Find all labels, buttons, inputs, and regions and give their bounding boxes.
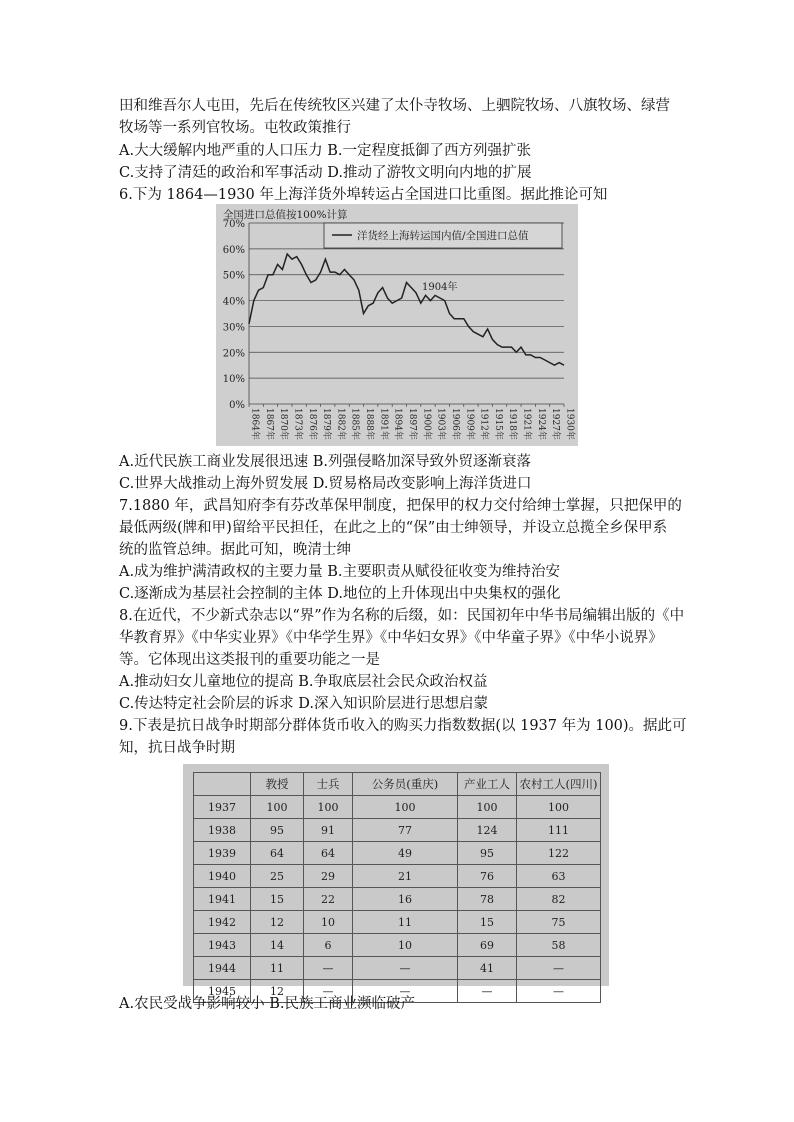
table-row: [194, 888, 601, 911]
table-cell: 100: [304, 796, 353, 819]
table-cell: 77: [353, 819, 458, 842]
table-cell: —: [458, 980, 517, 1003]
table-cell: 69: [458, 934, 517, 957]
chart-y-tick-label: 60%: [222, 244, 245, 256]
q8-options-cd: C.传达特定社会阶层的诉求 D.深入知识阶层进行思想启蒙: [119, 696, 489, 712]
chart-annotation-1904: 1904年: [422, 282, 458, 293]
chart-y-tick-label: 0%: [229, 400, 245, 411]
table-cell: —: [304, 957, 353, 980]
chart-legend-label: 洋货经上海转运国内值/全国进口总值: [357, 230, 529, 242]
chart-x-tick-label: 1930年: [564, 408, 575, 440]
table-cell: 111: [517, 819, 601, 842]
table-row: [194, 957, 601, 980]
table-cell: 15: [458, 911, 517, 934]
chart-x-tick-label: 1912年: [478, 408, 489, 440]
table-cell: 75: [517, 911, 601, 934]
table-cell: 122: [517, 842, 601, 865]
q5-options-ab: A.大大缓解内地严重的人口压力 B.一定程度抵御了西方列强扩张: [119, 143, 531, 159]
q7-options-ab: A.成为维护满清政权的主要力量 B.主要职责从赋役征收变为维持治安: [119, 564, 560, 580]
table-cell: 100: [353, 796, 458, 819]
table-cell: —: [353, 980, 458, 1003]
chart-series-line: [249, 254, 564, 365]
chart-y-tick-label: 50%: [222, 270, 245, 282]
q9-stem-line-1: 9.下表是抗日战争时期部分群体货币收入的购买力指数数据(以 1937 年为 100)。据此可: [119, 718, 687, 734]
chart-grid: [249, 223, 564, 404]
table-cell: 16: [353, 888, 458, 911]
chart-x-tick-label: 1909年: [464, 408, 475, 440]
table-year-cell: 1938: [194, 819, 251, 842]
chart-x-tick-label: 1900年: [421, 408, 432, 440]
table-cell: 64: [304, 842, 353, 865]
chart-x-ticks: [249, 404, 577, 440]
chart-x-tick-label: 1894年: [392, 408, 403, 440]
chart-x-tick-label: 1888年: [364, 408, 375, 440]
table-cell: 58: [517, 934, 601, 957]
table-cell: 25: [251, 865, 304, 888]
chart-x-tick-label: 1873年: [292, 408, 303, 440]
chart-x-tick-label: 1924年: [535, 408, 546, 440]
table-cell: 63: [517, 865, 601, 888]
q7-options-cd: C.逐渐成为基层社会控制的主体 D.地位的上升体现出中央集权的强化: [119, 586, 561, 602]
table-cell: —: [517, 957, 601, 980]
q6-options-ab: A.近代民族工商业发展很迅速 B.列强侵略加深导致外贸逐渐衰落: [119, 454, 531, 470]
q6-stem: 6.下为 1864—1930 年上海洋货外埠转运占全国进口比重图。据此推论可知: [119, 187, 608, 203]
table-cell: 100: [458, 796, 517, 819]
table-cell: 29: [304, 865, 353, 888]
table-year-cell: 1940: [194, 865, 251, 888]
table-cell: 124: [458, 819, 517, 842]
chart-y-tick-label: 30%: [222, 322, 245, 334]
table-cell: 76: [458, 865, 517, 888]
table-year-cell: 1937: [194, 796, 251, 819]
chart-y-tick-label: 20%: [222, 348, 245, 360]
chart-y-tick-label: 70%: [222, 219, 245, 230]
q7-stem-line-1: 7.1880 年，武昌知府李有芬改革保甲制度，把保甲的权力交付给绅士掌握，只把保甲的: [119, 498, 682, 514]
q5-text-line-2: 牧场等一系列官牧场。屯牧政策推行: [119, 120, 351, 136]
table-year-cell: 1943: [194, 934, 251, 957]
chart-title: 全国进口总值按100%计算: [223, 209, 348, 221]
table-cell: —: [517, 980, 601, 1003]
table-row: [194, 842, 601, 865]
table-cell: 91: [304, 819, 353, 842]
chart-x-tick-label: 1882年: [335, 408, 346, 440]
chart-x-tick-label: 1876年: [306, 408, 317, 440]
chart-svg: [216, 204, 578, 446]
table-header-cell: 士兵: [304, 773, 353, 796]
table-header-cell: [194, 773, 251, 796]
table-cell: 41: [458, 957, 517, 980]
q9-table-photo: [183, 764, 609, 998]
purchasing-power-table: [193, 772, 601, 1003]
table-row: [194, 819, 601, 842]
q6-line-chart: [216, 204, 578, 446]
table-row: [194, 934, 601, 957]
table-cell: 6: [304, 934, 353, 957]
table-cell: 21: [353, 865, 458, 888]
table-cell: 12: [251, 911, 304, 934]
q9-stem-line-2: 知，抗日战争时期: [119, 740, 235, 756]
q8-stem-line-2: 华教育界》《中华实业界》《中华学生界》《中华妇女界》《中华童子界》《中华小说界》: [119, 630, 663, 646]
chart-x-tick-label: 1879年: [321, 408, 332, 440]
table-row: [194, 911, 601, 934]
table-cell: 95: [458, 842, 517, 865]
table-header-cell: 农村工人(四川): [517, 773, 601, 796]
table-header-cell: 产业工人: [458, 773, 517, 796]
q5-text-line-1: 田和维吾尔人屯田，先后在传统牧区兴建了太仆寺牧场、上驷院牧场、八旗牧场、绿营: [119, 98, 670, 114]
table-cell: 11: [251, 957, 304, 980]
table-row: [194, 796, 601, 819]
chart-x-tick-label: 1870年: [278, 408, 289, 440]
table-cell: 15: [251, 888, 304, 911]
chart-x-tick-label: 1927年: [550, 408, 561, 440]
q7-stem-line-3: 统的监管总绅。据此可知，晚清士绅: [119, 542, 351, 558]
chart-x-tick-label: 1867年: [263, 408, 274, 440]
chart-x-tick-label: 1906年: [449, 408, 460, 440]
table-header-cell: 公务员(重庆): [353, 773, 458, 796]
chart-y-ticks: [223, 219, 245, 411]
table-cell: 100: [251, 796, 304, 819]
table-cell: 10: [304, 911, 353, 934]
table-year-cell: 1942: [194, 911, 251, 934]
table-year-cell: 1941: [194, 888, 251, 911]
table-row: [194, 865, 601, 888]
q8-stem-line-3: 等。它体现出这类报刊的重要功能之一是: [119, 652, 380, 668]
table-cell: 95: [251, 819, 304, 842]
q7-stem-line-2: 最低两级(牌和甲)留给平民担任，在此之上的“保”由士绅领导，并设立总揽全乡保甲系: [119, 520, 668, 536]
chart-x-tick-label: 1915年: [492, 408, 503, 440]
chart-y-tick-label: 10%: [222, 374, 245, 386]
table-header-row: [194, 773, 601, 796]
table-header-cell: 教授: [251, 773, 304, 796]
table-cell: 14: [251, 934, 304, 957]
table-cell: 10: [353, 934, 458, 957]
table-cell: —: [304, 980, 353, 1003]
q8-options-ab: A.推动妇女儿童地位的提高 B.争取底层社会民众政治权益: [119, 674, 488, 690]
chart-x-tick-label: 1864年: [249, 408, 260, 440]
q5-options-cd: C.支持了清廷的政治和军事活动 D.推动了游牧文明向内地的扩展: [119, 165, 532, 181]
chart-x-tick-label: 1921年: [521, 408, 532, 440]
chart-x-tick-label: 1918年: [507, 408, 518, 440]
q6-options-cd: C.世界大战推动上海外贸发展 D.贸易格局改变影响上海洋货进口: [119, 476, 532, 492]
table-cell: 78: [458, 888, 517, 911]
chart-x-tick-label: 1897年: [407, 408, 417, 440]
chart-x-tick-label: 1903年: [435, 408, 446, 440]
q8-stem-line-1: 8.在近代，不少新式杂志以“界”作为名称的后缀，如：民国初年中华书局编辑出版的《中: [119, 608, 685, 624]
table-cell: 49: [353, 842, 458, 865]
table-cell: 64: [251, 842, 304, 865]
table-cell: 12: [251, 980, 304, 1003]
chart-x-tick-label: 1891年: [378, 408, 389, 440]
chart-x-tick-label: 1885年: [349, 408, 360, 440]
table-year-cell: 1939: [194, 842, 251, 865]
table-cell: 22: [304, 888, 353, 911]
table-cell: 100: [517, 796, 601, 819]
table-year-cell: 1945: [194, 980, 251, 1003]
chart-y-tick-label: 40%: [222, 296, 245, 308]
q9-options-ab: A.农民受战争影响较小 B.民族工商业濒临破产: [119, 996, 415, 1012]
table-year-cell: 1944: [194, 957, 251, 980]
table-cell: —: [353, 957, 458, 980]
table-cell: 11: [353, 911, 458, 934]
table-cell: 82: [517, 888, 601, 911]
